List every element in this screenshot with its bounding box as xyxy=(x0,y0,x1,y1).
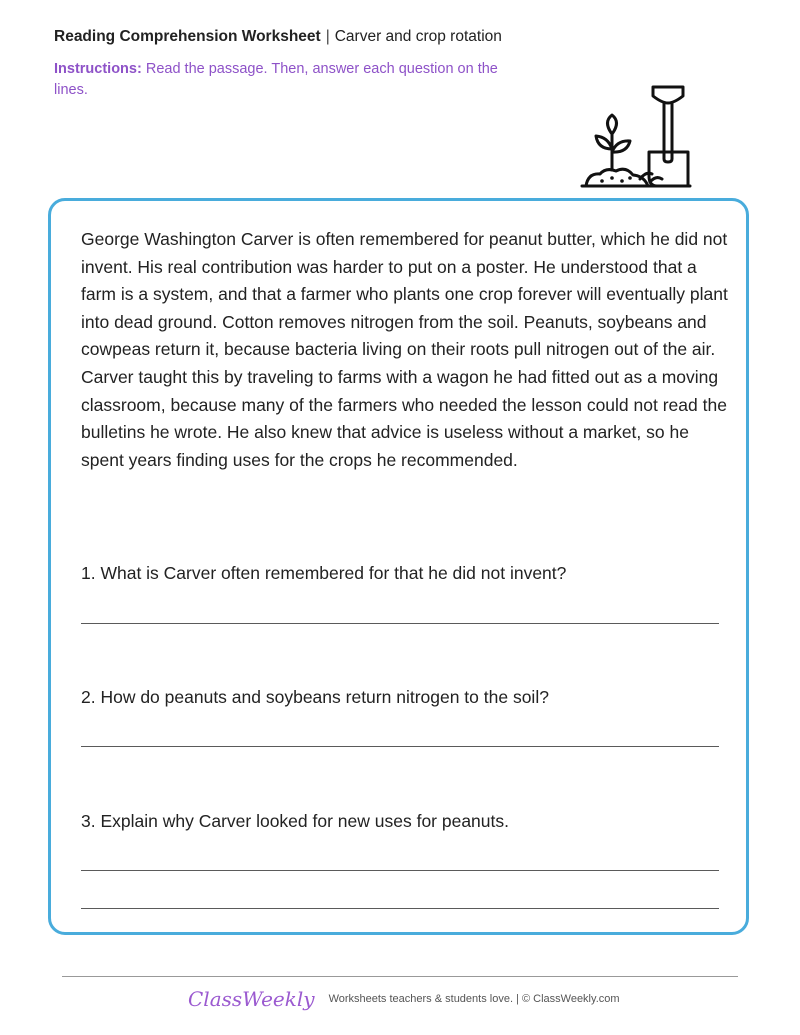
footer-divider xyxy=(62,976,738,977)
answer-line-3a[interactable] xyxy=(81,870,719,871)
header-separator: | xyxy=(325,28,330,45)
footer-tagline: Worksheets teachers & students love. | © ClassWeekly.com xyxy=(328,993,620,1005)
brand-logo: ClassWeekly xyxy=(188,987,315,1011)
question-3: 3. Explain why Carver looked for new uses for peanuts. xyxy=(81,811,509,831)
answer-line-2[interactable] xyxy=(81,746,719,747)
answer-line-3b[interactable] xyxy=(81,908,719,909)
instructions-label: Instructions: xyxy=(54,61,142,77)
worksheet-header xyxy=(54,28,502,46)
seedling-and-shovel-icon xyxy=(578,82,692,192)
question-2: 2. How do peanuts and soybeans return nitrogen to the soil? xyxy=(81,687,549,707)
reading-passage: George Washington Carver is often remembered for peanut butter, which he did not invent. His real contribution was harder to put on a poster. He understood that a farm is a system, and that a farmer who plants one crop forever will eventually plant into dead ground. Cotton removes nitrogen from the soil. Peanuts, soybeans and cowpeas return it, because bacteria living on their roots pull nitrogen out of the air. Carver taught this by traveling to farms with a wagon he had fitted out as a moving classroom, because many of the farmers who needed the lesson could not read the bulletins he wrote. He also knew that advice is useless without a market, so he spent years finding uses for the crops he recommended. xyxy=(81,229,728,470)
worksheet-title: Reading Comprehension Worksheet xyxy=(54,28,321,45)
footer xyxy=(188,987,620,1011)
question-1: 1. What is Carver often remembered for that he did not invent? xyxy=(81,563,567,583)
instructions xyxy=(54,59,514,101)
answer-line-1[interactable] xyxy=(81,623,719,624)
worksheet-topic: Carver and crop rotation xyxy=(334,28,502,45)
instructions-text: Read the passage. Then, answer each question on the lines. xyxy=(54,61,498,98)
